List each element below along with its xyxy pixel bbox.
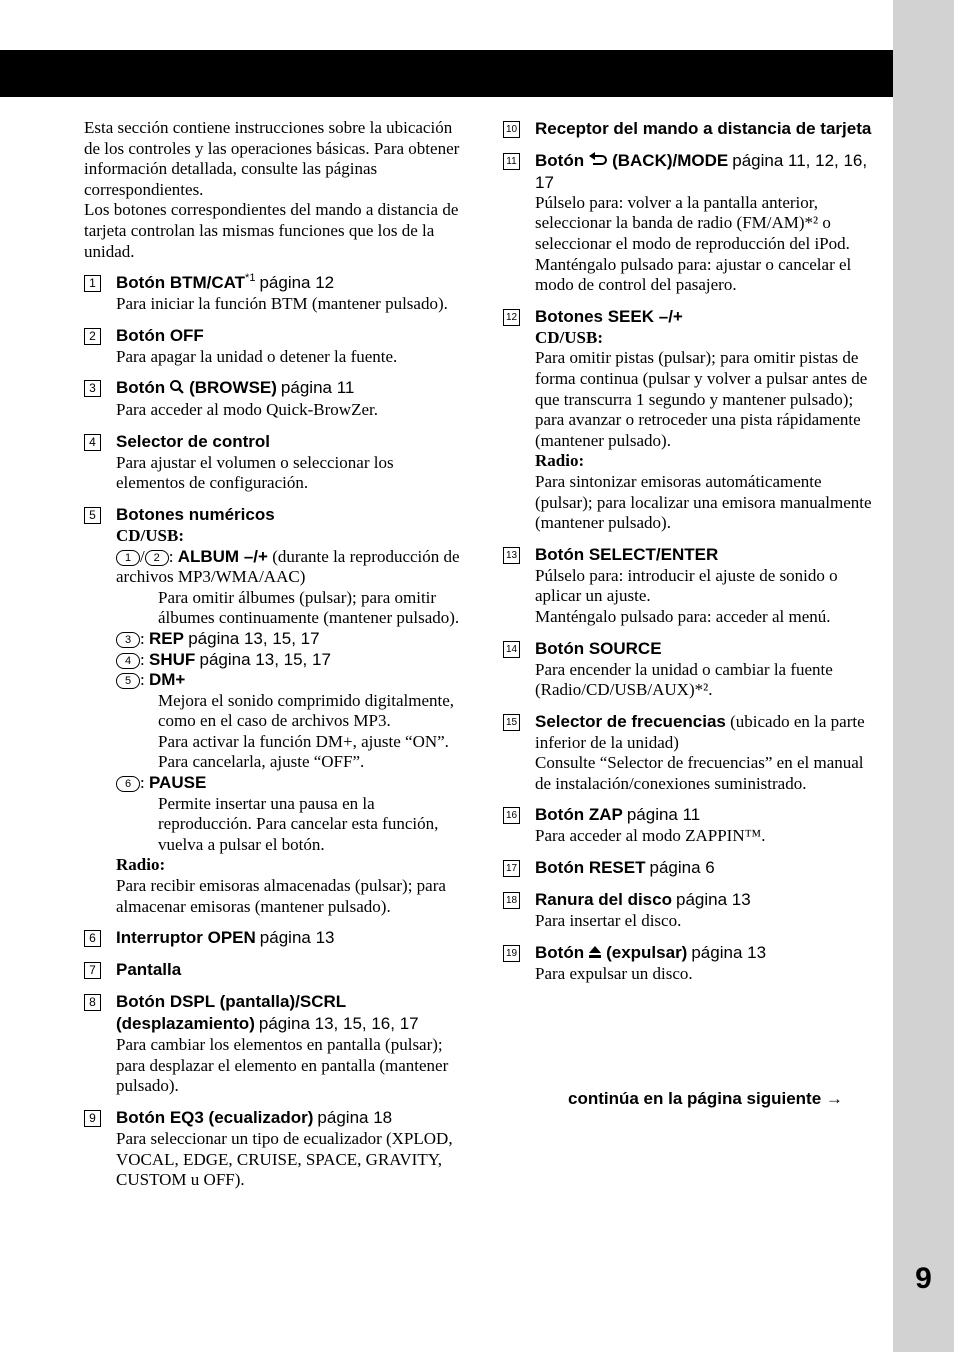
item-number: 5 bbox=[84, 507, 101, 524]
page-reference: página 13 bbox=[691, 942, 767, 962]
item-description: Para acceder al modo Quick-BrowZer. bbox=[116, 400, 378, 420]
item-title: Selector de frecuencias bbox=[535, 711, 726, 731]
page-reference: página 13, 15, 17 bbox=[188, 628, 320, 648]
item-1 bbox=[84, 272, 464, 315]
key-5: 5 bbox=[116, 673, 140, 689]
item-4 bbox=[84, 431, 464, 494]
item-title: Botón DSPL (pantalla)/SCRL (desplazamiento) bbox=[116, 992, 346, 1034]
dm-description-2: Para activar la función DM+, ajuste “ON”. Para cancelarla, ajuste “OFF”. bbox=[158, 731, 449, 772]
item-description-2: Manténgalo pulsado para: ajustar o cancelar el modo de control del pasajero. bbox=[535, 254, 852, 295]
item-description: Para apagar la unidad o detener la fuente. bbox=[116, 346, 398, 366]
item-5 bbox=[84, 504, 464, 917]
item-number: 14 bbox=[503, 641, 520, 658]
item-title: Botón bbox=[535, 151, 585, 170]
item-number: 13 bbox=[503, 547, 520, 564]
item-description: Para encender la unidad o cambiar la fuente (Radio/CD/USB/AUX)*². bbox=[535, 659, 833, 700]
cd-usb-heading: CD/USB: bbox=[535, 327, 604, 347]
item-9 bbox=[84, 1107, 464, 1191]
page-reference: página 11, 12, 16, 17 bbox=[535, 151, 868, 192]
item-title-suffix: (expulsar) bbox=[606, 942, 688, 962]
footnote-mark: *1 bbox=[245, 272, 256, 285]
intro-paragraph-2: Los botones correspondientes del mando a distancia de tarjeta controlan las mismas funciones que los de la unidad. bbox=[84, 200, 459, 261]
item-number: 1 bbox=[84, 275, 101, 292]
item-title: Botón bbox=[535, 942, 585, 962]
item-2 bbox=[84, 325, 464, 368]
item-7 bbox=[84, 959, 464, 981]
item-number: 4 bbox=[84, 434, 101, 451]
eject-icon bbox=[588, 945, 602, 964]
item-title: Botones numéricos bbox=[116, 504, 275, 524]
page-reference: página 13, 15, 17 bbox=[199, 649, 331, 669]
item-description: Para seleccionar un tipo de ecualizador (XPLOD, VOCAL, EDGE, CRUISE, SPACE, GRAVITY, CUSTOM u OFF). bbox=[116, 1129, 453, 1190]
item-8 bbox=[84, 991, 464, 1097]
key-6: 6 bbox=[116, 776, 140, 792]
radio-description: Para sintonizar emisoras automáticamente (pulsar); para localizar una emisora manualmente (mantener pulsado). bbox=[535, 471, 872, 533]
left-column bbox=[84, 118, 464, 1191]
dm-line: 5 : DM+ bbox=[116, 670, 464, 691]
item-14 bbox=[503, 638, 881, 701]
item-number: 8 bbox=[84, 994, 101, 1011]
right-column bbox=[503, 118, 881, 984]
item-title: Botón OFF bbox=[116, 325, 204, 345]
item-description: Para cambiar los elementos en pantalla (pulsar); para desplazar el elemento en pantalla (mantener pulsado). bbox=[116, 1035, 449, 1096]
item-number: 10 bbox=[503, 121, 520, 138]
continue-note: continúa en la página siguiente → bbox=[568, 1089, 843, 1108]
page-side-tab bbox=[893, 0, 954, 1352]
item-13 bbox=[503, 544, 881, 628]
album-note: (durante la reproducción de archivos MP3/WMA/AAC) bbox=[116, 546, 460, 587]
item-17 bbox=[503, 857, 881, 879]
item-description: Para iniciar la función BTM (mantener pulsado). bbox=[116, 294, 448, 314]
page-reference: página 18 bbox=[317, 1108, 393, 1128]
page-reference: página 12 bbox=[259, 273, 335, 293]
item-number: 6 bbox=[84, 930, 101, 947]
radio-heading: Radio: bbox=[116, 855, 166, 875]
item-title: Botón BTM/CAT bbox=[116, 273, 246, 293]
key-3: 3 bbox=[116, 632, 140, 648]
header-bar bbox=[0, 50, 893, 97]
item-3 bbox=[84, 377, 464, 420]
item-description: Para expulsar un disco. bbox=[535, 963, 693, 983]
item-title: Botón RESET bbox=[535, 858, 646, 878]
item-title: Botón SOURCE bbox=[535, 638, 662, 658]
pause-description: Permite insertar una pausa en la reproducción. Para cancelar esta función, vuelva a pulsar el botón. bbox=[158, 793, 439, 854]
item-description: Consulte “Selector de frecuencias” en el manual de instalación/conexiones suministrado. bbox=[535, 753, 864, 793]
item-title: Botón ZAP bbox=[535, 805, 623, 825]
item-number: 12 bbox=[503, 309, 520, 326]
radio-heading: Radio: bbox=[535, 451, 585, 471]
item-description-1: Púlselo para: introducir el ajuste de sonido o aplicar un ajuste. bbox=[535, 565, 838, 606]
item-title: Botón bbox=[116, 378, 166, 398]
item-title: Botón SELECT/ENTER bbox=[535, 544, 719, 564]
item-note: (ubicado en la parte inferior de la unidad) bbox=[535, 711, 865, 752]
item-description: Para ajustar el volumen o seleccionar los elementos de configuración. bbox=[116, 452, 394, 493]
rep-label: REP bbox=[148, 628, 184, 648]
intro-paragraph-1: Esta sección contiene instrucciones sobre la ubicación de los controles y las operaciones básicas. Para obtener información detallada, consulte las páginas correspondientes. bbox=[84, 118, 460, 199]
item-15 bbox=[503, 711, 881, 795]
page-reference: página 11 bbox=[626, 805, 701, 825]
item-number: 15 bbox=[503, 714, 520, 731]
pause-line: 6 : PAUSE bbox=[116, 773, 464, 794]
page-reference: página 6 bbox=[649, 858, 715, 878]
shuf-label: SHUF bbox=[148, 649, 196, 669]
item-title-suffix: (BACK)/MODE bbox=[612, 151, 729, 170]
album-label: ALBUM –/+ bbox=[177, 546, 268, 566]
item-number: 7 bbox=[84, 962, 101, 979]
item-6 bbox=[84, 927, 464, 949]
key-1: 1 bbox=[116, 550, 140, 566]
dm-label: DM+ bbox=[148, 670, 186, 690]
item-number: 3 bbox=[84, 380, 101, 397]
item-16 bbox=[503, 804, 881, 847]
item-number: 9 bbox=[84, 1110, 101, 1127]
rep-line: 3 : REP página 13, 15, 17 bbox=[116, 629, 464, 650]
back-arrow-icon bbox=[588, 152, 608, 173]
item-number: 16 bbox=[503, 807, 520, 824]
cd-usb-heading: CD/USB: bbox=[116, 525, 185, 545]
item-number: 2 bbox=[84, 328, 101, 345]
album-description: Para omitir álbumes (pulsar); para omitir álbumes continuamente (mantener pulsado). bbox=[158, 587, 460, 628]
pause-label: PAUSE bbox=[148, 773, 207, 793]
dm-description-1: Mejora el sonido comprimido digitalmente, como en el caso de archivos MP3. bbox=[158, 690, 455, 731]
item-19 bbox=[503, 942, 881, 985]
item-title: Receptor del mando a distancia de tarjeta bbox=[535, 119, 872, 138]
page-reference: página 13 bbox=[259, 928, 335, 948]
radio-description: Para recibir emisoras almacenadas (pulsar); para almacenar emisoras (mantener pulsado). bbox=[116, 876, 446, 916]
item-title: Pantalla bbox=[116, 960, 182, 980]
search-icon bbox=[169, 379, 185, 400]
item-title: Interruptor OPEN bbox=[116, 928, 256, 948]
page-number: 9 bbox=[915, 1262, 932, 1295]
page-reference: página 11 bbox=[280, 378, 355, 398]
item-number: 19 bbox=[503, 945, 520, 962]
page-reference: página 13, 15, 16, 17 bbox=[258, 1014, 419, 1034]
cd-usb-description: Para omitir pistas (pulsar); para omitir pistas de forma continua (pulsar y volver a pulsar antes de que transcurra 1 segundo y mantener pulsado); para avanzar o retroceder una pista rápidamente (mantener pulsado). bbox=[535, 348, 868, 450]
item-11 bbox=[503, 150, 881, 296]
shuf-line: 4 : SHUF página 13, 15, 17 bbox=[116, 650, 464, 671]
item-12 bbox=[503, 306, 881, 534]
item-title: Selector de control bbox=[116, 431, 270, 451]
item-number: 11 bbox=[503, 153, 520, 170]
album-line: 1 / 2 : ALBUM –/+ (durante la reproducción de archivos MP3/WMA/AAC) bbox=[116, 546, 460, 587]
item-description: Para acceder al modo ZAPPIN™. bbox=[535, 826, 766, 846]
item-number: 18 bbox=[503, 892, 520, 909]
item-title: Botones SEEK –/+ bbox=[535, 306, 683, 326]
item-number: 17 bbox=[503, 860, 520, 877]
item-description-1: Púlselo para: volver a la pantalla anterior, seleccionar la banda de radio (FM/AM)*² o seleccionar el modo de reproducción del iPod. bbox=[535, 192, 850, 254]
item-title: Botón EQ3 (ecualizador) bbox=[116, 1108, 314, 1128]
item-description-2: Manténgalo pulsado para: acceder al menú. bbox=[535, 606, 831, 626]
item-18 bbox=[503, 889, 881, 932]
key-4: 4 bbox=[116, 653, 140, 669]
item-description: Para insertar el disco. bbox=[535, 911, 682, 931]
item-title: Ranura del disco bbox=[535, 890, 672, 910]
item-10 bbox=[503, 118, 881, 140]
key-2: 2 bbox=[145, 550, 169, 566]
page-reference: página 13 bbox=[675, 890, 751, 910]
item-title-suffix: (BROWSE) bbox=[189, 378, 277, 398]
